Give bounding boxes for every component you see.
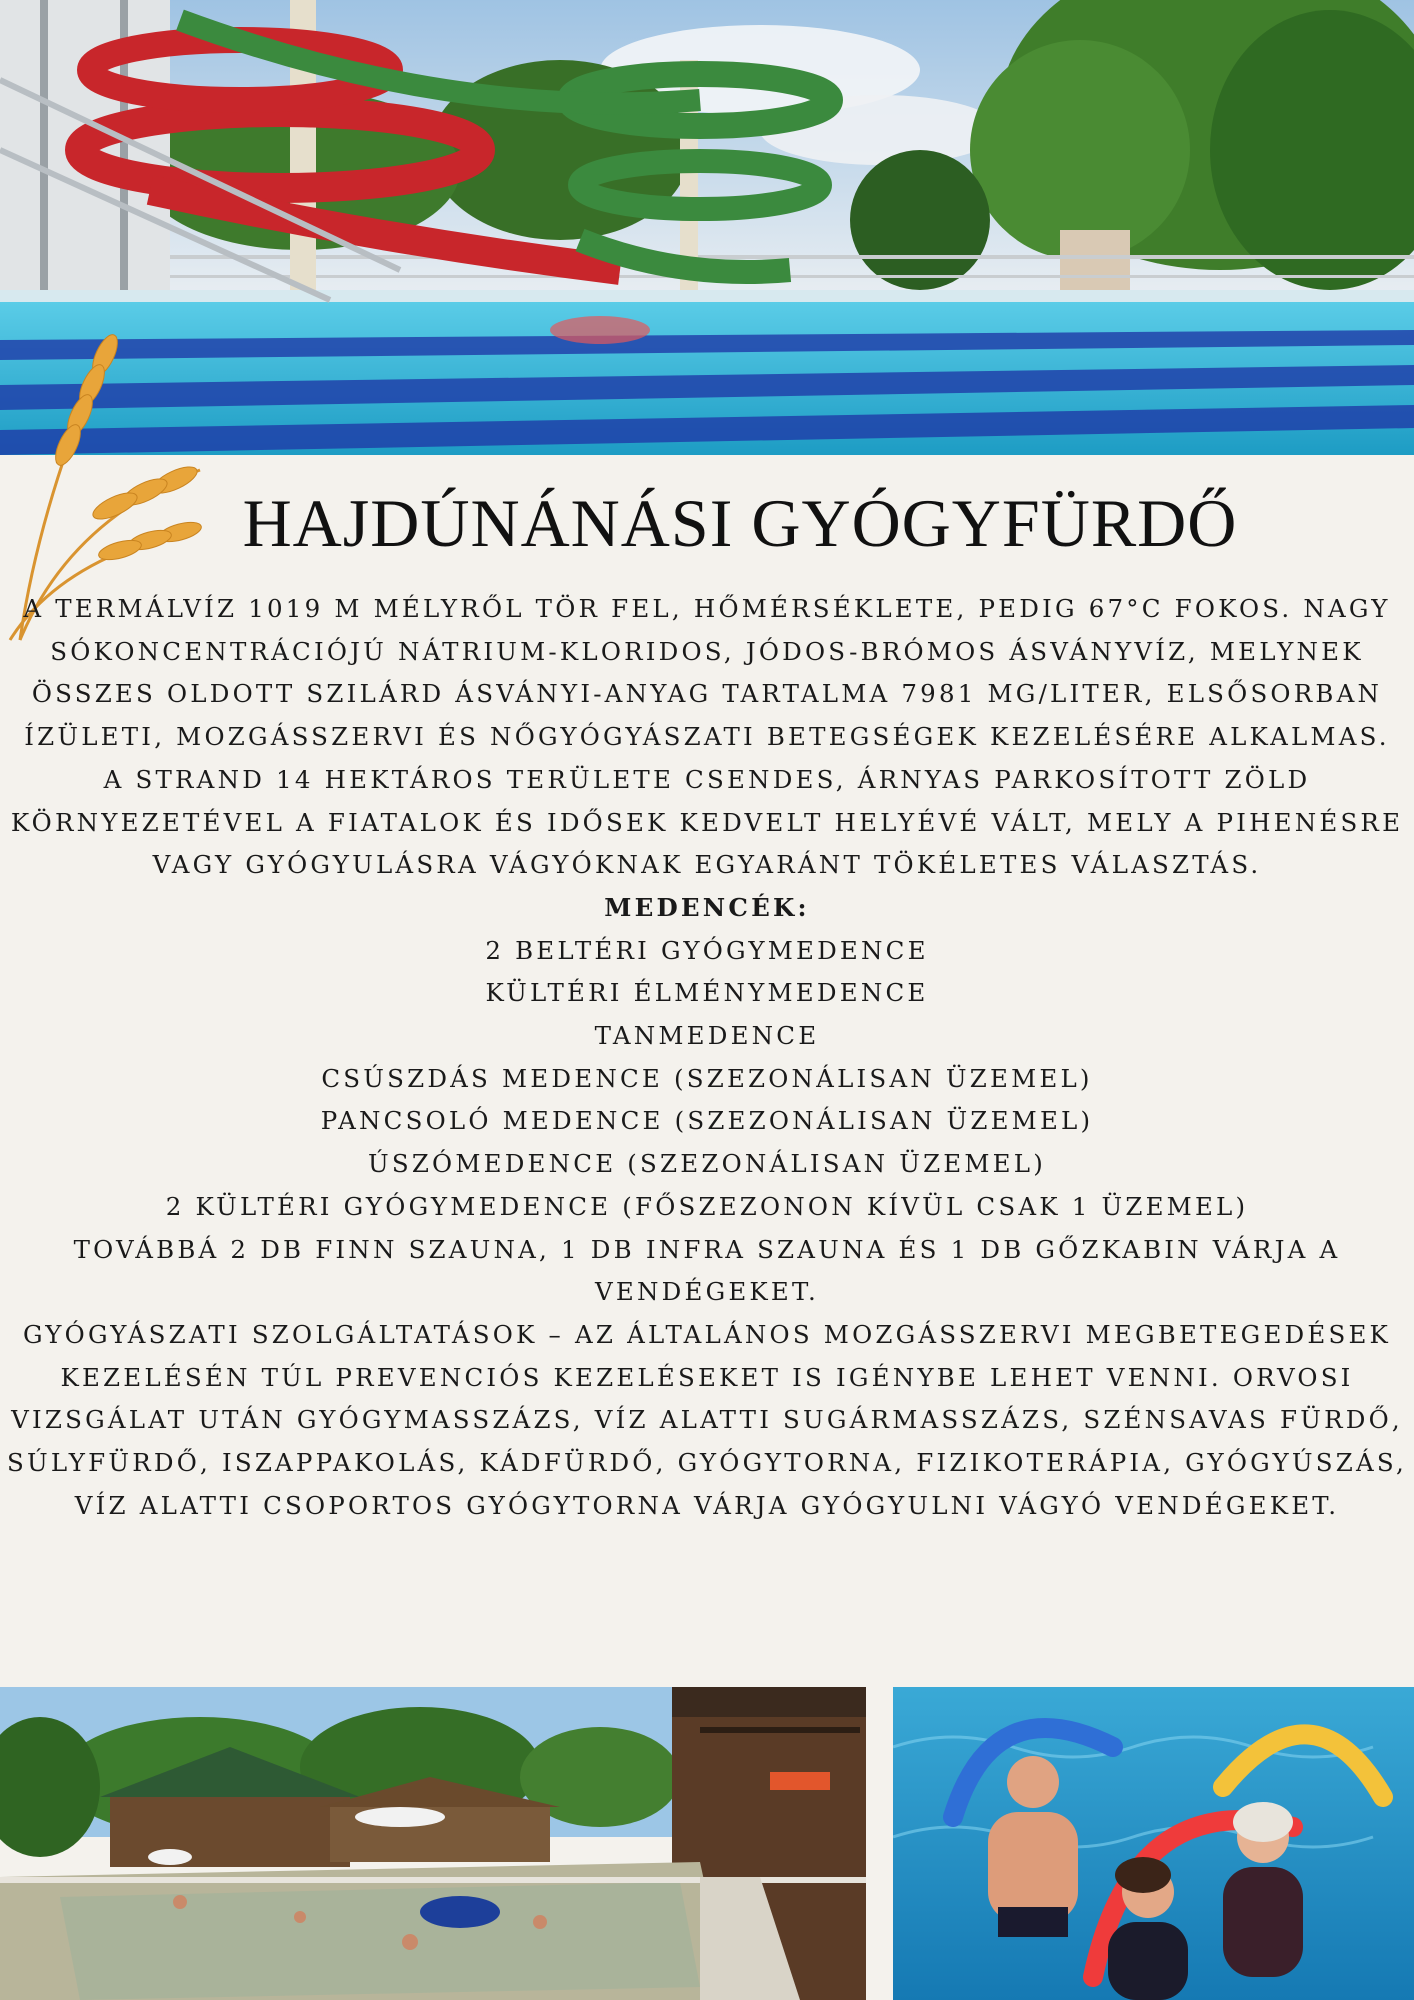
photo-aqua-gym-noodles	[893, 1687, 1414, 2000]
body-text	[0, 588, 1414, 1527]
pool-item: 2 KÜLTÉRI GYÓGYMEDENCE (FŐSZEZONON KÍVÜL CSAK 1 ÜZEMEL)	[165, 1191, 1249, 1221]
park-paragraph: A STRAND 14 HEKTÁROS TERÜLETE CSENDES, ÁRNYAS PARKOSÍTOTT ZÖLD KÖRNYEZETÉVEL A FIATALOK ÉS IDŐSEK KEDVELT HELYÉVÉ VÁLT, MELY A PIHENÉSRE VAGY GYÓGYULÁSRA VÁGYÓKNAK EGYARÁNT TÖKÉLETES VÁLASZTÁS.	[10, 764, 1404, 880]
pool-item: TANMEDENCE	[594, 1021, 820, 1051]
page-title: HAJDÚNÁNÁSI GYÓGYFÜRDŐ	[242, 485, 1238, 561]
intro-paragraph: A TERMÁLVÍZ 1019 M MÉLYRŐL TÖR FEL, HŐMÉRSÉKLETE, PEDIG 67°C FOKOS. NAGY SÓKONCENTRÁCIÓJÚ NÁTRIUM-KLORIDOS, JÓDOS-BRÓMOS ÁSVÁNYVÍZ, MELYNEK ÖSSZES OLDOTT SZILÁRD ÁSVÁNYI-ANYAG TARTALMA 7981 MG/LITER, ELSŐSORBAN ÍZÜLETI, MOZGÁSSZERVI ÉS NŐGYÓGYÁSZATI BETEGSÉGEK KEZELÉSÉRE ALKALMAS.	[23, 594, 1391, 752]
photo-outdoor-thermal-pool	[0, 1687, 866, 2000]
pool-item: CSÚSZDÁS MEDENCE (SZEZONÁLISAN ÜZEMEL)	[321, 1063, 1093, 1093]
pools-heading: MEDENCÉK:	[604, 892, 810, 922]
pool-item: KÜLTÉRI ÉLMÉNYMEDENCE	[485, 978, 929, 1008]
pool-item: ÚSZÓMEDENCE (SZEZONÁLISAN ÜZEMEL)	[368, 1149, 1046, 1179]
pool-item: PANCSOLÓ MEDENCE (SZEZONÁLISAN ÜZEMEL)	[320, 1106, 1094, 1136]
services-paragraph: GYÓGYÁSZATI SZOLGÁLTATÁSOK – AZ ÁLTALÁNOS MOZGÁSSZERVI MEGBETEGEDÉSEK KEZELÉSÉN TÚL PREVENCIÓS KEZELÉSEKET IS IGÉNYBE LEHET VENNI. ORVOSI VIZSGÁLAT UTÁN GYÓGYMASSZÁZS, VÍZ ALATTI SUGÁRMASSZÁZS, SZÉNSAVAS FÜRDŐ, SÚLYFÜRDŐ, ISZAPPAKOLÁS, KÁDFÜRDŐ, GYÓGYTORNA, FIZIKOTERÁPIA, GYÓGYÚSZÁS, VÍZ ALATTI CSOPORTOS GYÓGYTORNA VÁRJA GYÓGYULNI VÁGYÓ VENDÉGEKET.	[7, 1319, 1407, 1520]
sauna-paragraph: TOVÁBBÁ 2 DB FINN SZAUNA, 1 DB INFRA SZAUNA ÉS 1 DB GŐZKABIN VÁRJA A VENDÉGEKET.	[73, 1234, 1341, 1307]
pool-item: 2 BELTÉRI GYÓGYMEDENCE	[485, 935, 929, 965]
